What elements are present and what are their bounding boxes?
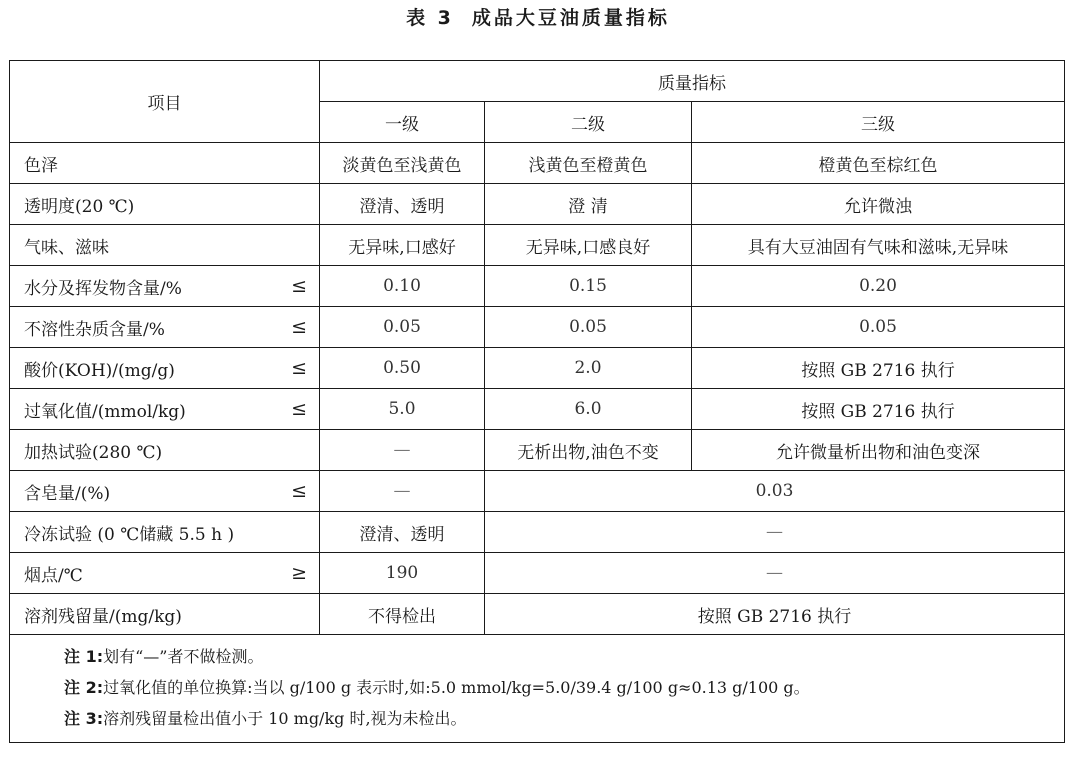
row-item: 加热试验(280 ℃) [10, 430, 320, 471]
note-text: 溶剂残留量检出值小于 10 mg/kg 时,视为未检出。 [103, 709, 467, 728]
row-grade-3: 按照 GB 2716 执行 [692, 389, 1065, 430]
notes-row [10, 635, 1065, 743]
row-grade-1: 190 [320, 553, 485, 594]
row-item-cell [10, 307, 320, 348]
row-grade-1: 无异味,口感好 [320, 225, 485, 266]
table-row [10, 184, 1065, 225]
table-row [10, 471, 1065, 512]
table-row [10, 348, 1065, 389]
row-item: 含皂量/(%) [24, 483, 111, 504]
note-label: 注 2: [64, 678, 104, 697]
row-grade-2: 无异味,口感良好 [485, 225, 692, 266]
row-grade-1: 0.05 [320, 307, 485, 348]
row-grade-1: 澄清、透明 [320, 512, 485, 553]
row-grade-1: 澄清、透明 [320, 184, 485, 225]
comparison-symbol: ≤ [291, 316, 307, 338]
row-grade-2-3: 0.03 [485, 471, 1065, 512]
header-item: 项目 [10, 61, 320, 143]
comparison-symbol: ≤ [291, 275, 307, 297]
note-label: 注 3: [64, 709, 104, 728]
row-item: 烟点/℃ [24, 565, 83, 586]
row-item: 冷冻试验 (0 ℃储藏 5.5 h ) [10, 512, 320, 553]
table-title [0, 4, 1076, 32]
row-item: 透明度(20 ℃) [10, 184, 320, 225]
row-item: 酸价(KOH)/(mg/g) [24, 360, 175, 381]
note-3 [64, 703, 1064, 734]
row-grade-1: 5.0 [320, 389, 485, 430]
row-grade-2: 0.15 [485, 266, 692, 307]
row-grade-1: 不得检出 [320, 594, 485, 635]
row-item-cell [10, 348, 320, 389]
table-row [10, 389, 1065, 430]
quality-table [9, 60, 1065, 743]
note-text: 过氧化值的单位换算:当以 g/100 g 表示时,如:5.0 mmol/kg=5.0/39.4 g/100 g≈0.13 g/100 g。 [103, 678, 810, 697]
row-grade-2: 浅黄色至橙黄色 [485, 143, 692, 184]
row-grade-1: — [320, 430, 485, 471]
row-grade-1: 0.10 [320, 266, 485, 307]
row-item: 色泽 [10, 143, 320, 184]
row-item: 不溶性杂质含量/% [24, 319, 165, 340]
table-row [10, 594, 1065, 635]
table-row [10, 430, 1065, 471]
table-row [10, 307, 1065, 348]
header-row-1 [10, 61, 1065, 102]
row-item: 溶剂残留量/(mg/kg) [10, 594, 320, 635]
row-grade-3: 具有大豆油固有气味和滋味,无异味 [692, 225, 1065, 266]
table-row [10, 553, 1065, 594]
table-number: 表 3 [406, 7, 454, 29]
row-grade-2: 澄 清 [485, 184, 692, 225]
row-item-cell [10, 266, 320, 307]
row-grade-1: 0.50 [320, 348, 485, 389]
note-label: 注 1: [64, 647, 104, 666]
table-row [10, 266, 1065, 307]
row-grade-3: 按照 GB 2716 执行 [692, 348, 1065, 389]
row-grade-2-3: — [485, 512, 1065, 553]
header-group: 质量指标 [320, 61, 1065, 102]
note-2 [64, 672, 1064, 703]
comparison-symbol: ≤ [291, 480, 307, 502]
row-grade-2-3: — [485, 553, 1065, 594]
row-grade-3: 0.05 [692, 307, 1065, 348]
note-text: 划有“—”者不做检测。 [103, 647, 264, 666]
row-grade-2-3: 按照 GB 2716 执行 [485, 594, 1065, 635]
comparison-symbol: ≤ [291, 398, 307, 420]
header-grade-1: 一级 [320, 102, 485, 143]
notes-cell [10, 635, 1065, 743]
table-row [10, 143, 1065, 184]
row-item: 气味、滋味 [10, 225, 320, 266]
table-row [10, 225, 1065, 266]
header-grade-2: 二级 [485, 102, 692, 143]
comparison-symbol: ≥ [291, 562, 307, 584]
comparison-symbol: ≤ [291, 357, 307, 379]
row-item: 过氧化值/(mmol/kg) [24, 401, 186, 422]
row-item-cell [10, 553, 320, 594]
note-1 [64, 641, 1064, 672]
row-grade-3: 允许微量析出物和油色变深 [692, 430, 1065, 471]
row-item-cell [10, 471, 320, 512]
table-title-text: 成品大豆油质量指标 [471, 7, 670, 29]
row-item: 水分及挥发物含量/% [24, 278, 182, 299]
row-grade-1: — [320, 471, 485, 512]
row-grade-3: 允许微浊 [692, 184, 1065, 225]
row-grade-3: 橙黄色至棕红色 [692, 143, 1065, 184]
header-grade-3: 三级 [692, 102, 1065, 143]
row-grade-3: 0.20 [692, 266, 1065, 307]
row-item-cell [10, 389, 320, 430]
row-grade-2: 0.05 [485, 307, 692, 348]
row-grade-2: 6.0 [485, 389, 692, 430]
table-row [10, 512, 1065, 553]
row-grade-1: 淡黄色至浅黄色 [320, 143, 485, 184]
row-grade-2: 无析出物,油色不变 [485, 430, 692, 471]
row-grade-2: 2.0 [485, 348, 692, 389]
